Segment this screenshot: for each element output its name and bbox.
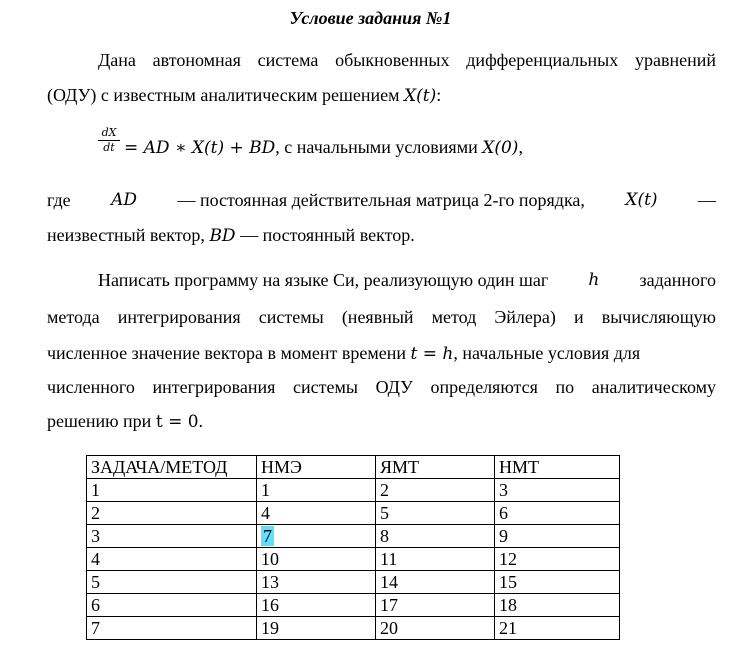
para2-line2: неизвестный вектор, BD — постоянный вектор. [47,225,415,246]
table-cell: 6 [495,502,620,525]
table-cell: 6 [87,594,257,617]
table-cell: 1 [257,479,376,502]
task-method-table [86,455,620,640]
table-cell: 2 [87,502,257,525]
table-cell: 2 [376,479,495,502]
table-header-cell: ЯМТ [376,456,495,479]
para1-line2: (ОДУ) с известным аналитическим решением X(t): [47,85,442,106]
table-cell: 5 [87,571,257,594]
table-row [87,548,620,571]
table-cell: 3 [495,479,620,502]
table-cell: 19 [257,617,376,640]
table-row [87,617,620,640]
table-cell: 21 [495,617,620,640]
para3-line5: решению при t = 0. [47,411,204,432]
para3-line3: численное значение вектора в момент времени t = h, начальные условия для [47,343,641,364]
table-header-row [87,456,620,479]
task-title: Условие задания №1 [289,8,452,28]
table-header-cell: НМТ [495,456,620,479]
table-cell: 7 [87,617,257,640]
table-cell: 12 [495,548,620,571]
equation-line: = AD ∗ X(t) + BD, с начальными условиями X(0), [124,137,523,158]
table-row [87,594,620,617]
para3-line1: Написать программу на языке Си, реализующую один шаг h заданного [98,270,716,290]
derivative-fraction: $\frac{dX}{dt}$ [98,127,120,154]
table-cell: 14 [376,571,495,594]
table-cell: 4 [87,548,257,571]
highlighted-cell-text: 7 [263,525,272,546]
table-header-cell: ЗАДАЧА/МЕТОД [87,456,257,479]
table-cell: 10 [257,548,376,571]
math-xt: X(t) [404,86,437,106]
initial-condition: X(0) [482,138,519,158]
para3-line4: численного интегрирования системы ОДУ определяются по аналитическому [47,377,716,397]
table-cell: 4 [257,502,376,525]
table-row [87,571,620,594]
para2-line1: где AD — постоянная действительная матрица 2-го порядка, X(t) — [47,190,716,210]
table-cell: 3 [87,525,257,548]
table-row [87,525,620,548]
table-cell: 17 [376,594,495,617]
table-cell: 8 [376,525,495,548]
table-cell: 1 [87,479,257,502]
table-header-cell: НМЭ [257,456,376,479]
table-row [87,479,620,502]
table-cell: 16 [257,594,376,617]
para1-line1: Дана автономная система обыкновенных дифференциальных уравнений [98,50,716,70]
table-cell: 18 [495,594,620,617]
equation-rhs: = AD ∗ X(t) + BD [124,138,276,158]
table-cell: 5 [376,502,495,525]
table-cell: 20 [376,617,495,640]
table-cell: 11 [376,548,495,571]
table-cell [257,525,376,548]
para3-line2: метода интегрирования системы (неявный метод Эйлера) и вычисляющую [47,307,716,327]
table-cell: 15 [495,571,620,594]
table-cell: 13 [257,571,376,594]
table-row [87,502,620,525]
table-cell: 9 [495,525,620,548]
